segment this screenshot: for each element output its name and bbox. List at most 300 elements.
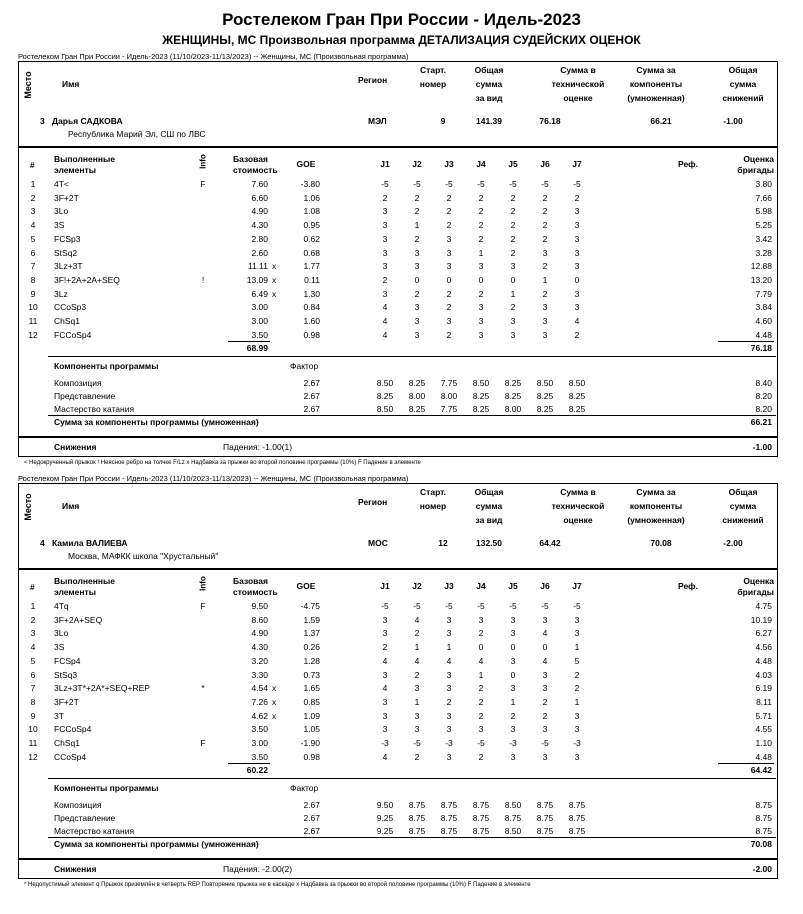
judge-header: J5 [508,581,518,591]
component-judge-score: 8.50 [376,403,394,414]
component-score: 8.20 [755,391,772,402]
deductions-header: снижений [722,93,764,103]
judge-score: 2 [414,751,420,762]
judge-score: 2 [542,192,548,203]
judge-score: 2 [510,192,516,203]
judge-score: 3 [542,751,548,762]
judge-score: 2 [446,220,452,231]
pcs-header: компоненты [629,501,683,511]
tes-header: технической [551,501,605,511]
judge-score: 3 [382,247,388,258]
component-judge-score: 8.75 [536,813,554,824]
element-code: 3F!+2A+2A+SEQ [54,274,120,285]
element-code: FCCoSp4 [54,724,92,735]
deductions-label: Снижения [54,442,97,452]
judge-score: 4 [382,751,388,762]
component-factor: 2.67 [303,378,320,389]
component-judge-score: 8.25 [376,391,394,402]
element-goe: 1.77 [303,261,320,272]
pcs-sum-label: Сумма за компоненты программы (умноженная) [54,838,259,849]
tes-header: технической [551,79,605,89]
element-code: 4Tq [54,601,69,611]
element-info: F [200,179,206,189]
region-header: Регион [358,497,388,507]
element-base-value: 4.30 [251,220,268,231]
elements-header: Выполненные [54,576,116,586]
skater-total: 132.50 [476,538,502,548]
judge-score: 2 [446,329,452,340]
total-header: сумма [475,79,503,89]
judge-score: 3 [382,710,388,721]
deductions-total: -1.00 [752,442,772,452]
judge-score: -5 [509,601,517,611]
judge-score: 3 [510,751,516,762]
judge-score: 3 [574,206,580,217]
total-header: Общая [474,487,504,497]
element-goe: 0.68 [303,247,320,258]
element-panel-score: 3.80 [755,179,772,189]
element-goe: 0.84 [303,302,320,313]
judge-header: J4 [476,159,486,169]
element-number: 8 [30,696,36,707]
judge-score: 3 [478,329,484,340]
judge-score: 3 [574,233,580,244]
element-number: 4 [30,220,36,231]
element-panel-score: 5.25 [755,220,772,231]
element-panel-score: 5.71 [755,710,772,721]
judge-score: 2 [542,288,548,299]
total-header: за вид [475,515,503,525]
element-goe: 1.28 [303,655,320,666]
judge-score: 3 [382,696,388,707]
judge-score: 3 [446,683,452,694]
component-judge-score: 8.75 [472,825,490,836]
element-panel-score: 4.48 [755,751,772,762]
element-panel-score: 7.79 [755,288,772,299]
judge-score: 3 [446,628,452,639]
legend-footnote: < Недокрученный прыжок ! Неясное ребро на толчке F/Lz x Надбавка за прыжки во второй половине программы (10%) F Падение в элементе [24,460,421,466]
judge-score: 2 [574,192,580,203]
judge-score: 2 [510,302,516,313]
judge-score: 3 [382,233,388,244]
element-number: 1 [30,179,36,189]
component-name: Мастерство катания [54,825,135,836]
judge-score: 3 [446,261,452,272]
element-bonus-marker: x [272,288,277,299]
component-judge-score: 8.25 [408,403,426,414]
judge-score: 2 [542,233,548,244]
judge-score: 3 [510,683,516,694]
element-number: 2 [30,614,36,625]
judge-score: 1 [574,642,580,653]
region-header: Регион [358,75,388,85]
element-code: FCSp4 [54,655,81,666]
component-judge-score: 8.75 [408,813,426,824]
deductions-header: сумма [729,501,757,511]
component-name: Композиция [54,800,102,811]
judge-header: J4 [476,581,486,591]
skater-region: МОС [368,538,388,548]
element-goe: 1.60 [303,316,320,326]
component-judge-score: 8.25 [504,378,522,389]
element-goe: 0.98 [303,329,320,340]
num-header: # [30,160,35,170]
judge-score: 3 [574,628,580,639]
element-base-value: 4.90 [251,206,268,217]
judge-score: 2 [446,288,452,299]
element-base-value: 7.26 [251,696,268,707]
component-judge-score: 8.75 [408,800,426,811]
component-name: Композиция [54,378,102,389]
legend-footnote: * Недопустимый элемент q Прыжок приземлён в четверть REP Повторение прыжка не в каскаде x Надбавка за прыжки во второй половине программы (10%) F Падение в элементе [24,882,531,888]
elements-header: элементы [54,165,96,175]
judge-score: 2 [574,329,580,340]
element-base-value: 3.20 [251,655,268,666]
judge-score: 2 [478,696,484,707]
deductions-header: Общая [728,487,758,497]
component-name: Представление [54,813,116,824]
judge-score: 2 [542,220,548,231]
judge-header: J6 [540,581,550,591]
judge-score: 2 [446,192,452,203]
judge-header: J2 [412,581,422,591]
judge-score: 3 [574,288,580,299]
judge-score: 5 [574,655,580,666]
element-code: 3F+2A+SEQ [54,614,103,625]
element-number: 4 [30,642,36,653]
judge-header: J2 [412,159,422,169]
judge-score: 3 [414,724,420,735]
pcs-header: (умноженная) [627,515,685,525]
element-number: 12 [28,751,38,762]
judge-score: 3 [478,316,484,326]
judge-header: J1 [380,581,390,591]
element-goe: 1.37 [303,628,320,639]
element-goe: 0.95 [303,220,320,231]
element-base-value: 6.60 [251,192,268,203]
judge-score: -5 [445,601,453,611]
judge-score: 2 [478,751,484,762]
judge-score: 3 [574,751,580,762]
element-number: 8 [30,274,36,285]
element-number: 6 [30,669,36,680]
component-score: 8.75 [755,813,772,824]
judge-score: 0 [510,274,516,285]
judge-score: 1 [542,274,548,285]
start-header: номер [419,501,447,511]
judge-score: 1 [574,696,580,707]
element-panel-score: 4.48 [755,329,772,340]
info-header: Info [198,154,208,169]
base-value-total: 68.99 [246,343,268,354]
deductions-box [18,859,778,879]
base-header: стоимость [233,165,278,175]
element-number: 9 [30,710,36,721]
judge-score: 1 [414,696,420,707]
judge-score: 3 [414,683,420,694]
judge-score: 2 [446,696,452,707]
judge-score: 1 [446,642,452,653]
judge-header: J7 [572,159,582,169]
element-number: 7 [30,683,36,694]
element-goe: 0.73 [303,669,320,680]
judge-score: -5 [477,738,485,748]
element-bonus-marker: x [272,261,277,272]
judge-header: J3 [444,581,454,591]
judge-header: J7 [572,581,582,591]
judge-score: 2 [414,669,420,680]
element-base-value: 8.60 [251,614,268,625]
component-judge-score: 8.75 [408,825,426,836]
judge-score: 3 [574,724,580,735]
element-number: 5 [30,233,36,244]
judge-score: -5 [541,601,549,611]
judge-score: 3 [446,614,452,625]
element-code: 3Lo [54,206,69,217]
component-name: Представление [54,391,116,402]
component-judge-score: 8.00 [408,391,426,402]
judge-score: 3 [510,261,516,272]
element-code: CCoSp3 [54,302,87,313]
component-judge-score: 8.25 [408,378,426,389]
element-base-value: 3.50 [251,329,268,340]
judge-score: 2 [510,710,516,721]
component-judge-score: 9.25 [376,813,394,824]
pcs-header: Сумма за [636,487,676,497]
judge-score: 3 [542,724,548,735]
judge-score: 3 [574,261,580,272]
pcs-sum-total: 66.21 [750,416,772,427]
judge-score: 2 [478,628,484,639]
deductions-total: -2.00 [752,864,772,874]
element-code: 3F+2T [54,192,79,203]
judge-header: J3 [444,159,454,169]
element-goe: 0.26 [303,642,320,653]
element-panel-score: 4.55 [755,724,772,735]
judge-score: 3 [542,302,548,313]
element-number: 10 [28,724,38,735]
total-header: сумма [475,501,503,511]
pcs-sum-total: 70.08 [750,838,772,849]
tes-header: оценке [563,515,593,525]
panel-score-header: Оценка [743,154,774,164]
judge-score: 2 [414,233,420,244]
component-judge-score: 8.75 [440,813,458,824]
element-code: StSq2 [54,247,78,258]
judge-score: 3 [414,261,420,272]
component-judge-score: 8.50 [376,378,394,389]
tes-total: 76.18 [750,343,772,354]
element-code: StSq3 [54,669,78,680]
component-judge-score: 8.75 [472,800,490,811]
page-subtitle: ЖЕНЩИНЫ, МС Произвольная программа ДЕТАЛИЗАЦИЯ СУДЕЙСКИХ ОЦЕНОК [162,33,641,47]
element-panel-score: 1.10 [755,738,772,748]
judge-score: 3 [382,614,388,625]
judge-score: -5 [477,601,485,611]
element-base-value: 3.00 [251,302,268,313]
judge-score: 3 [382,288,388,299]
judge-score: 3 [510,329,516,340]
judge-score: 2 [446,302,452,313]
judge-score: 3 [542,316,548,326]
goe-header: GOE [296,159,316,169]
judge-score: 4 [382,683,388,694]
element-goe: 1.06 [303,192,320,203]
pcs-sum-label: Сумма за компоненты программы (умноженная) [54,416,259,427]
element-goe: 1.05 [303,724,320,735]
element-goe: -1.90 [300,738,320,748]
tes-total: 64.42 [750,765,772,776]
judge-score: 2 [510,247,516,258]
total-header: за вид [475,93,503,103]
element-panel-score: 3.42 [755,233,772,244]
element-code: 3Lz+3T [54,261,83,272]
element-code: 3S [54,642,65,653]
panel-score-header: Оценка [743,576,774,586]
element-code: 3Lo [54,628,69,639]
judge-score: 3 [574,614,580,625]
judge-score: 0 [478,274,484,285]
info-header: Info [198,576,208,591]
judge-score: -5 [413,738,421,748]
judge-score: 0 [542,642,548,653]
ref-header: Реф. [678,581,698,591]
component-score: 8.20 [755,403,772,414]
name-header: Имя [62,79,80,89]
element-panel-score: 4.60 [755,316,772,326]
component-judge-score: 8.25 [504,391,522,402]
judge-header: J6 [540,159,550,169]
element-code: 3F+2T [54,696,79,707]
element-goe: 0.85 [303,696,320,707]
judge-score: 2 [414,192,420,203]
element-number: 2 [30,192,36,203]
element-panel-score: 8.11 [756,696,772,707]
judge-score: 1 [510,288,516,299]
judge-score: 4 [382,316,388,326]
deductions-header: сумма [729,79,757,89]
element-goe: 1.09 [303,710,320,721]
judge-score: 3 [510,724,516,735]
start-header: Старт. [420,65,446,75]
component-factor: 2.67 [303,800,320,811]
judge-score: 3 [478,261,484,272]
goe-header: GOE [296,581,316,591]
element-bonus-marker: x [272,710,277,721]
judge-score: 2 [510,206,516,217]
judge-score: 0 [574,274,580,285]
components-title: Компоненты программы [54,361,159,372]
falls-value: Падения: -2.00(2) [223,864,293,874]
element-goe: 1.59 [303,614,320,625]
component-judge-score: 8.50 [536,378,554,389]
component-judge-score: 8.50 [504,825,522,836]
element-base-value: 2.80 [251,233,268,244]
judge-score: 2 [382,192,388,203]
component-factor: 2.67 [303,403,320,414]
element-panel-score: 13.20 [750,274,772,285]
judge-score: 2 [510,233,516,244]
element-number: 11 [28,738,38,748]
element-code: FCCoSp4 [54,329,92,340]
falls-value: Падения: -1.00(1) [223,442,293,452]
judge-score: 3 [446,710,452,721]
component-name: Мастерство катания [54,403,135,414]
judge-score: 3 [542,669,548,680]
skater-club: Москва, МАФКК школа "Хрустальный" [68,551,219,561]
judge-score: -5 [573,179,581,189]
judge-score: 3 [414,302,420,313]
judge-score: 2 [446,206,452,217]
component-judge-score: 8.75 [504,813,522,824]
judge-score: 1 [510,696,516,707]
element-goe: -4.75 [300,601,320,611]
judge-score: 2 [542,261,548,272]
element-panel-score: 5.98 [755,206,772,217]
judge-score: 1 [414,642,420,653]
tes-header: оценке [563,93,593,103]
panel-score-header: бригады [737,165,774,175]
judge-score: -5 [541,179,549,189]
judge-score: 4 [382,302,388,313]
skater-total: 141.39 [476,116,502,126]
element-panel-score: 7.66 [755,192,772,203]
judge-score: 3 [382,669,388,680]
skater-panel [18,474,778,888]
component-judge-score: 8.50 [568,378,586,389]
judge-score: 2 [478,220,484,231]
component-judge-score: 8.75 [568,813,586,824]
component-judge-score: 8.75 [536,825,554,836]
element-panel-score: 4.48 [755,655,772,666]
judge-score: 4 [542,628,548,639]
judge-score: 3 [446,669,452,680]
element-code: 3T [54,710,64,721]
element-goe: 1.30 [303,288,320,299]
judge-score: 3 [510,628,516,639]
element-bonus-marker: x [272,274,277,285]
place-header: Место [23,493,33,521]
element-number: 1 [30,601,36,611]
judge-score: -5 [413,179,421,189]
judge-score: 0 [478,642,484,653]
element-base-value: 4.30 [251,642,268,653]
element-base-value: 3.50 [251,724,268,735]
page-title: Ростелеком Гран При России - Идель-2023 [222,10,581,29]
judge-score: 4 [446,655,452,666]
component-judge-score: 8.75 [472,813,490,824]
judge-score: 4 [478,655,484,666]
skater-name: Дарья САДКОВА [52,116,123,126]
judge-score: 2 [478,683,484,694]
judge-score: 4 [382,655,388,666]
judge-score: 2 [414,628,420,639]
component-judge-score: 8.75 [568,800,586,811]
components-title: Компоненты программы [54,783,159,794]
judge-score: -5 [413,601,421,611]
element-code: ChSq1 [54,316,80,326]
base-header: Базовая [233,154,268,164]
deductions-header: Общая [728,65,758,75]
judge-score: 3 [446,316,452,326]
judge-score: 3 [574,710,580,721]
component-judge-score: 8.75 [568,825,586,836]
element-base-value: 3.50 [251,751,268,762]
skater-club: Республика Марий Эл, СШ по ЛВС [68,129,206,139]
element-number: 10 [28,302,38,313]
element-number: 5 [30,655,36,666]
element-goe: 1.65 [303,683,320,694]
